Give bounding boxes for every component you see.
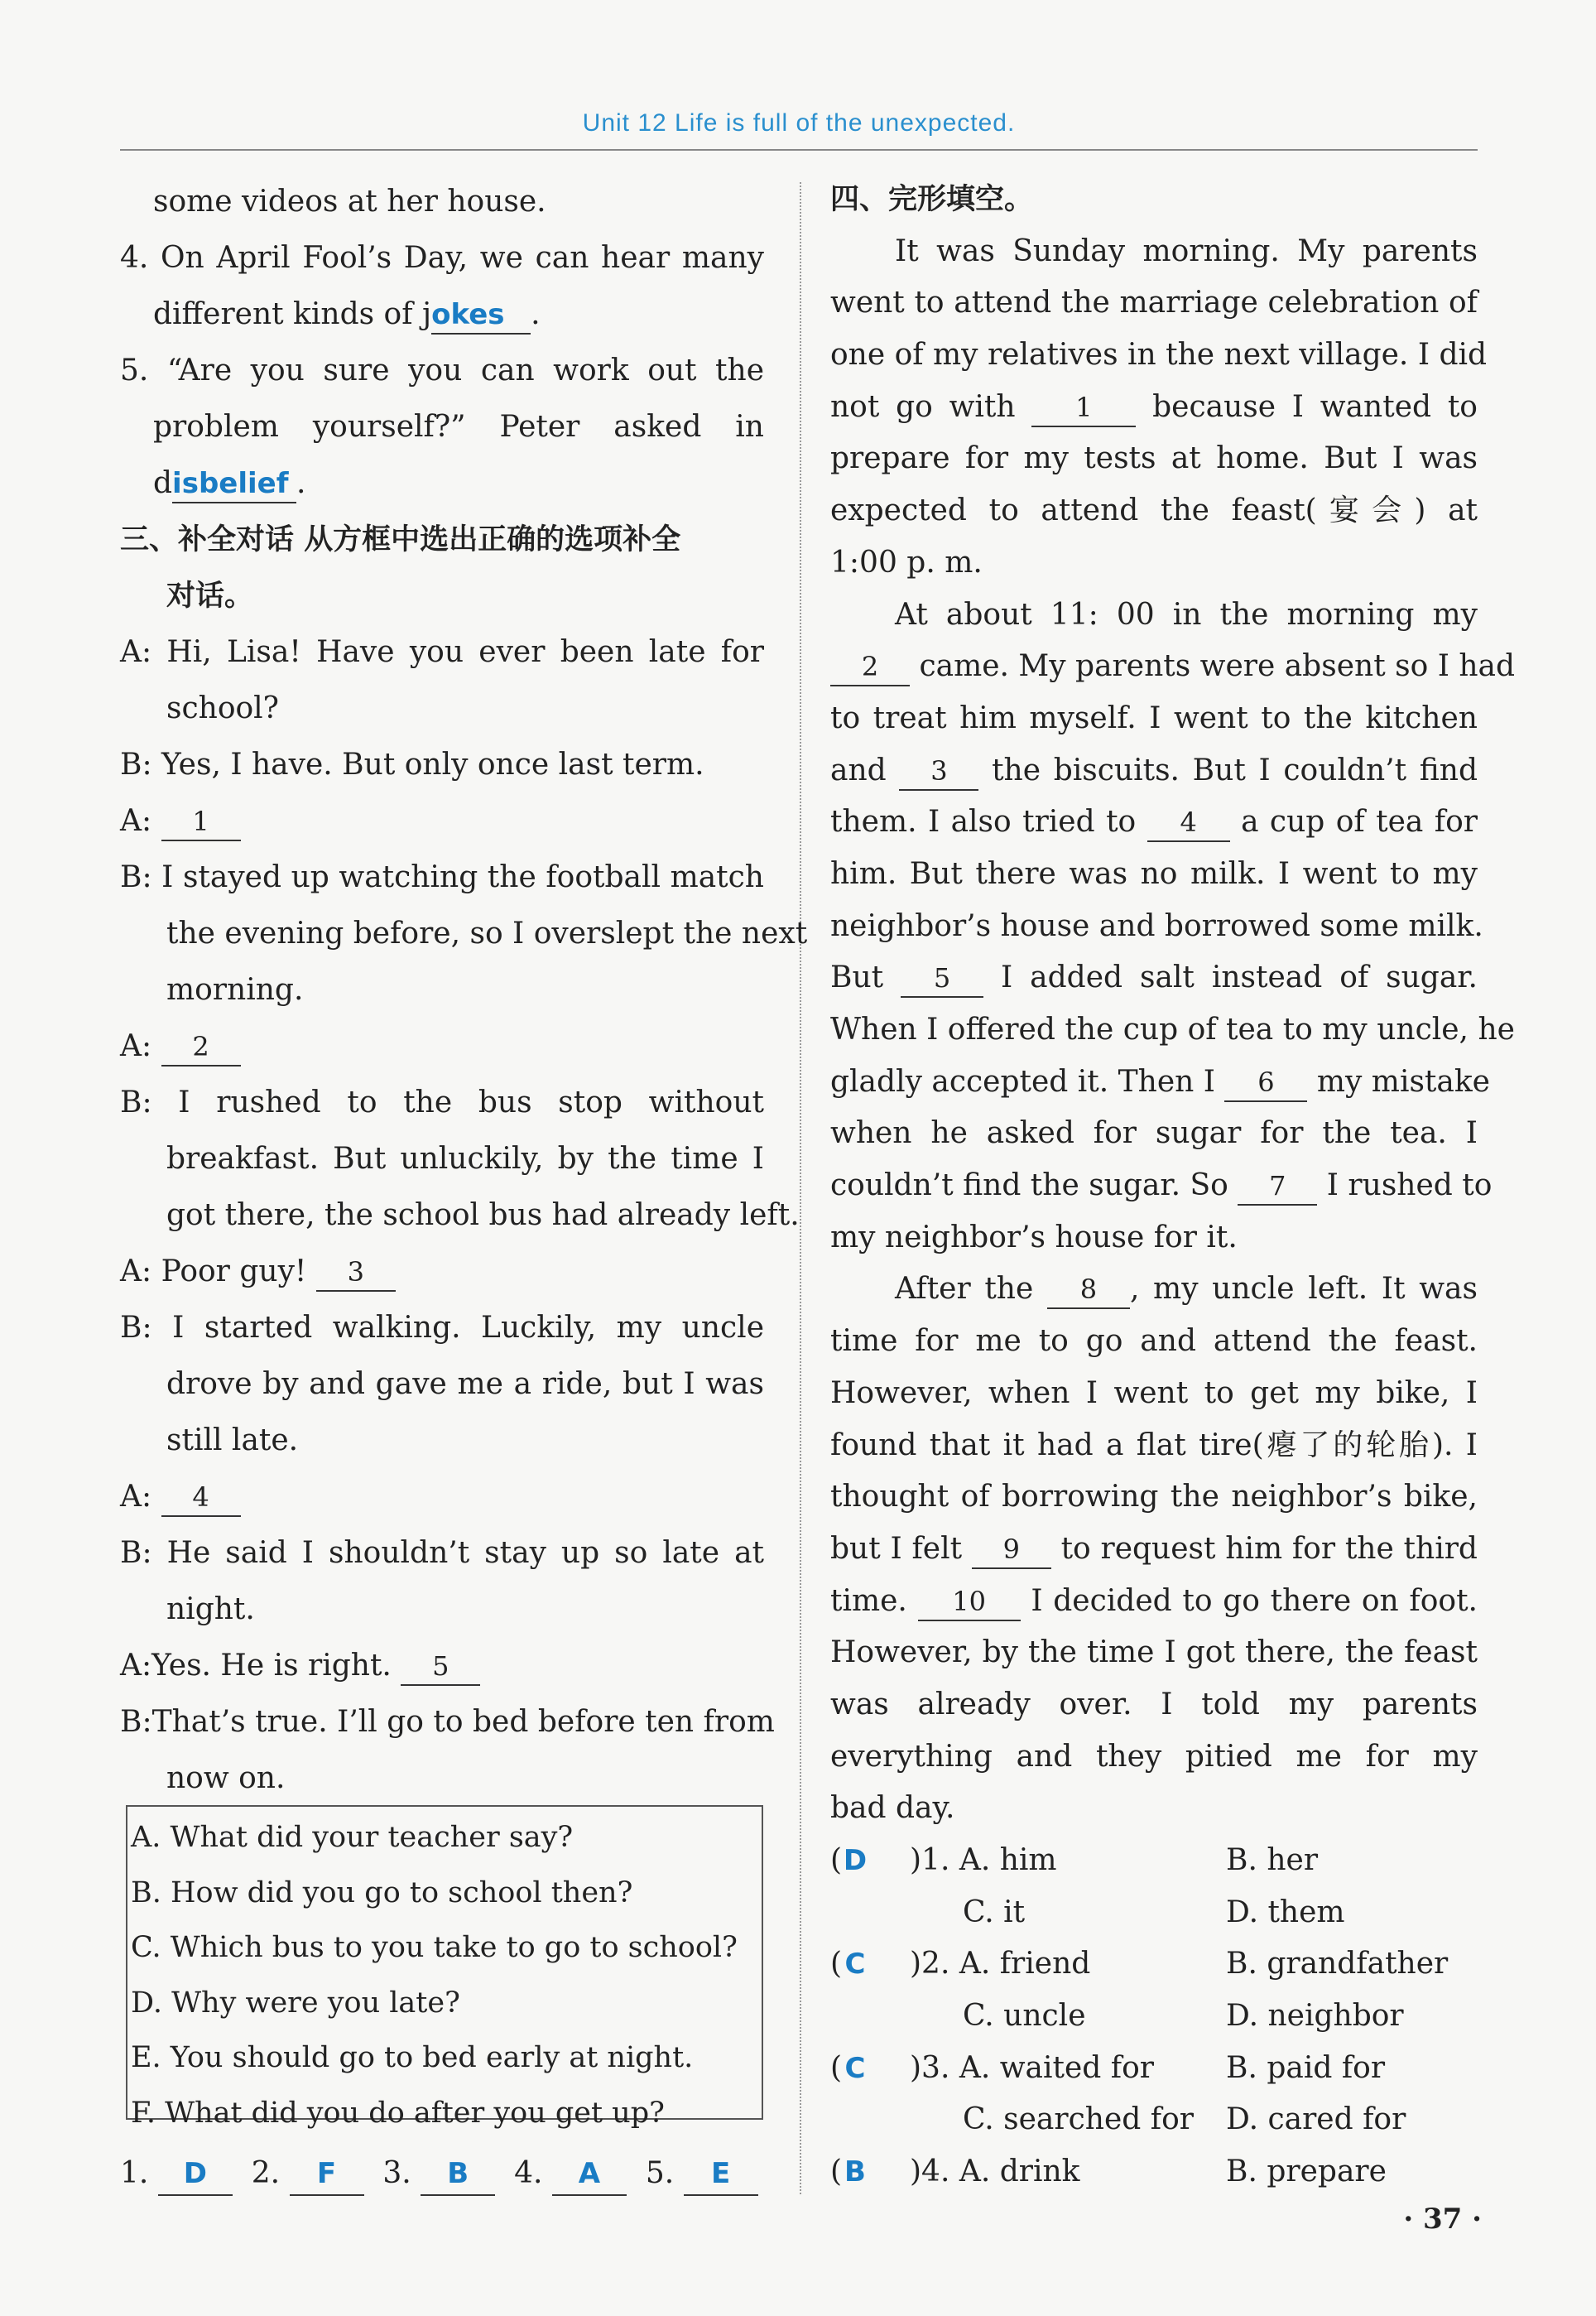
header-rule (120, 149, 1478, 151)
question-5: 5. “Are you sure you can work out the (120, 354, 764, 388)
dialog-line: drove by and gave me a ride, but I was (166, 1367, 764, 1401)
passage-text: , my uncle left. It was (1129, 1272, 1478, 1307)
question-5-line3: disbelief . (120, 455, 764, 512)
passage-line: time for me to go and attend the feast. (830, 1324, 1478, 1359)
dialog-line (120, 1638, 764, 1694)
passage-text: But (830, 961, 884, 995)
answer-blank-5[interactable] (684, 2153, 758, 2196)
passage-line (830, 797, 1478, 849)
dialog-line: the evening before, so I overslept the next (166, 917, 808, 951)
choice-answer-3[interactable]: C (844, 2051, 866, 2085)
paren: ( (830, 2050, 843, 2085)
option-d: D. Why were you late? (131, 1986, 460, 2020)
passage-text: I rushed to (1326, 1168, 1493, 1203)
passage-line: was already over. I told my parents (830, 1687, 1478, 1721)
passage-line (830, 1160, 1493, 1212)
passage-line: expected to attend the feast(宴会) at (830, 494, 1478, 528)
passage-text: I added salt instead of sugar. (1000, 961, 1478, 995)
passage-text: time. (830, 1583, 907, 1618)
passage-text: my mistake (1316, 1064, 1490, 1099)
answer-value: E (711, 2157, 731, 2190)
cloze-blank-3[interactable]: 3 (899, 753, 978, 791)
cloze-blank-9[interactable]: 9 (972, 1531, 1051, 1569)
passage-text: couldn’t find the sugar. So (830, 1168, 1228, 1203)
passage-text: because I wanted to (1152, 389, 1478, 424)
cloze-blank-5[interactable]: 5 (901, 960, 983, 998)
passage-line (830, 1524, 1478, 1576)
choice-answer-4[interactable]: B (844, 2155, 866, 2189)
choice-3-cd (830, 2094, 1478, 2146)
answer-number: 4. (514, 2156, 543, 2190)
speaker-a: A: (120, 804, 152, 838)
option-e: E. You should go to bed early at night. (131, 2041, 694, 2074)
choice-2 (830, 1938, 1478, 1991)
question-5-line2: problem yourself?” Peter asked in (153, 410, 764, 444)
passage-text: to request him for the third (1060, 1531, 1478, 1566)
answer-blank-3[interactable] (421, 2153, 495, 2196)
answer-value: F (316, 2157, 337, 2190)
option-c: C. Which bus to you take to go to school? (131, 1931, 738, 1964)
q5-answer: isbelief (172, 467, 289, 500)
cloze-blank-8[interactable]: 8 (1047, 1271, 1130, 1309)
section-3-heading: 三、补全对话 从方框中选出正确的选项补全 (120, 523, 681, 556)
choice-option-a: )3. A. waited for (910, 2050, 1154, 2085)
choice-option-a: )4. A. drink (910, 2155, 1080, 2189)
q4-answer-blank[interactable] (431, 296, 531, 335)
paren: ( (830, 1947, 843, 1981)
choice-option-d: D. cared for (1226, 2102, 1406, 2137)
column-divider (800, 182, 801, 2194)
answer-number: 3. (382, 2156, 411, 2190)
passage-line (830, 1057, 1490, 1109)
dialog-blank-5[interactable]: 5 (401, 1648, 480, 1686)
dialog-text: A:Yes. He is right. (120, 1649, 392, 1683)
left-column (120, 174, 808, 1807)
choice-1 (830, 1835, 1478, 1887)
passage-line: everything and they pitied me for my (830, 1739, 1478, 1774)
passage-text: gladly accepted it. Then I (830, 1064, 1215, 1099)
dialog-line: B: Yes, I have. But only once last term. (120, 748, 704, 782)
dialog-blank-3[interactable]: 3 (316, 1254, 396, 1292)
cloze-blank-10[interactable]: 10 (918, 1583, 1021, 1621)
speaker-a: A: (120, 1029, 152, 1063)
passage-line: went to attend the marriage celebration of (830, 286, 1478, 320)
passage-line: 1:00 p. m. (830, 545, 983, 580)
passage-line: However, by the time I got there, the feast (830, 1635, 1478, 1670)
choice-3 (830, 2043, 1478, 2095)
cloze-blank-6[interactable]: 6 (1224, 1064, 1307, 1102)
dialog-line: school? (166, 691, 279, 725)
choice-option-a: )1. A. him (910, 1843, 1057, 1877)
dialog-line: breakfast. But unluckily, by the time I (166, 1142, 764, 1176)
speaker-a: A: (120, 1480, 152, 1514)
passage-text: came. My parents were absent so I had (919, 649, 1516, 684)
q5-prefix: d (153, 466, 173, 500)
choice-2-cd (830, 1991, 1478, 2043)
passage-text: the biscuits. But I couldn’t find (992, 753, 1478, 787)
choice-option-b: B. prepare (1226, 2155, 1387, 2189)
cloze-blank-1[interactable]: 1 (1031, 389, 1136, 427)
dialog-line (120, 1244, 764, 1300)
dialog-blank-1[interactable]: 1 (161, 803, 241, 841)
passage-line: At about 11: 00 in the morning my (895, 597, 1478, 632)
passage-text: not go with (830, 389, 1016, 424)
option-f: F. What did you do after you get up? (131, 2096, 665, 2130)
dialog-line: A: Hi, Lisa! Have you ever been late for (120, 635, 764, 669)
dialog-line: still late. (166, 1423, 299, 1457)
choice-option-d: D. them (1226, 1895, 1345, 1929)
dialog-text: A: Poor guy! (120, 1254, 307, 1288)
paren: ( (830, 2155, 843, 2189)
dialog-line: now on. (166, 1761, 286, 1795)
dialog-blank-4[interactable]: 4 (161, 1479, 241, 1517)
page-number: · 37 · (1403, 2203, 1482, 2236)
cloze-blank-7[interactable]: 7 (1238, 1168, 1317, 1206)
dialog-line (120, 1018, 764, 1075)
cloze-blank-2[interactable]: 2 (830, 648, 910, 686)
passage-line: thought of borrowing the neighbor’s bike, (830, 1480, 1478, 1514)
passage-line: bad day. (830, 1791, 955, 1826)
text-line: some videos at her house. (153, 185, 546, 219)
passage-line: when he asked for sugar for the tea. I (830, 1116, 1478, 1151)
dialog-line: B: I rushed to the bus stop without (120, 1086, 764, 1119)
passage-line: However, when I went to get my bike, I (830, 1375, 1478, 1410)
choice-answer-1[interactable]: D (843, 1844, 868, 1877)
choice-option-a: )2. A. friend (910, 1947, 1091, 1981)
passage-line: When I offered the cup of tea to my uncle, he (830, 1013, 1515, 1047)
answer-value: D (183, 2157, 207, 2190)
dialog-line: B: I stayed up watching the football match (120, 860, 764, 894)
passage-line (830, 952, 1478, 1004)
passage-text: I decided to go there on foot. (1031, 1583, 1478, 1618)
answer-number: 5. (645, 2156, 675, 2190)
choice-4 (830, 2146, 1478, 2198)
answer-number: 1. (120, 2156, 149, 2190)
answer-row (120, 2145, 766, 2203)
passage-line: one of my relatives in the next village. I did (830, 338, 1488, 373)
q4-answer: okes (431, 298, 505, 331)
choice-option-b: B. grandfather (1226, 1947, 1449, 1981)
dialog-line: B:That’s true. I’ll go to bed before ten from (120, 1705, 775, 1739)
choice-option-c: C. it (963, 1895, 1026, 1929)
passage-text: After the (895, 1272, 1034, 1307)
dialog-line: got there, the school bus had already left. (166, 1198, 800, 1232)
answer-blank-1[interactable] (158, 2153, 233, 2196)
passage-line: him. But there was no milk. I went to my (830, 856, 1478, 891)
answer-blank-4[interactable] (552, 2153, 627, 2196)
option-a: A. What did your teacher say? (131, 1821, 574, 1854)
passage-line: neighbor’s house and borrowed some milk. (830, 908, 1483, 943)
choice-answer-2[interactable]: C (844, 1948, 866, 1981)
passage-text: but I felt (830, 1531, 963, 1566)
choice-option-c: C. searched for (963, 2102, 1194, 2137)
dialog-line: B: He said I shouldn’t stay up so late at (120, 1536, 764, 1570)
dialog-blank-2[interactable]: 2 (161, 1028, 241, 1067)
answer-blank-2[interactable] (290, 2153, 364, 2196)
options-box (126, 1805, 763, 2130)
question-4: 4. On April Fool’s Day, we can hear many (120, 241, 764, 275)
section-4-heading: 四、完形填空。 (830, 183, 1034, 216)
choice-option-b: B. paid for (1226, 2050, 1386, 2085)
section-3-heading-cont: 对话。 (166, 580, 254, 613)
dialog-line: B: I started walking. Luckily, my uncle (120, 1311, 764, 1345)
q4-prefix: different kinds of j (153, 297, 432, 331)
passage-line (830, 745, 1478, 797)
choice-option-c: C. uncle (963, 1999, 1086, 2034)
right-column (830, 174, 1516, 2198)
option-b: B. How did you go to school then? (131, 1875, 633, 1909)
q5-answer-blank[interactable] (172, 465, 296, 503)
passage-line (830, 1576, 1478, 1628)
passage-line: my neighbor’s house for it. (830, 1220, 1238, 1254)
answer-value: B (447, 2157, 469, 2190)
passage-line: found that it had a flat tire(瘪了的轮胎). I (830, 1428, 1478, 1462)
dialog-line (120, 1469, 764, 1525)
choice-option-b: B. her (1226, 1843, 1319, 1877)
answer-value: A (578, 2157, 601, 2190)
page-header: Unit 12 Life is full of the unexpected. (582, 109, 1016, 137)
passage-text: them. I also tried to (830, 805, 1137, 840)
passage-line: It was Sunday morning. My parents (895, 234, 1478, 268)
paren: ( (830, 1843, 843, 1877)
question-4-line2: different kinds of jokes . (120, 286, 764, 343)
dialog-line: night. (166, 1592, 255, 1626)
dialog-line (120, 793, 764, 850)
answer-number: 2. (251, 2156, 281, 2190)
dialog-line: morning. (166, 973, 304, 1007)
choice-option-d: D. neighbor (1226, 1999, 1404, 2034)
passage-line: prepare for my tests at home. But I was (830, 441, 1478, 476)
passage-line (830, 382, 1478, 434)
passage-line (830, 641, 1516, 693)
passage-text: and (830, 753, 887, 787)
passage-line: to treat him myself. I went to the kitchen (830, 701, 1478, 735)
choice-1-cd (830, 1887, 1478, 1939)
cloze-blank-4[interactable]: 4 (1147, 804, 1230, 842)
passage-text: a cup of tea for (1241, 805, 1478, 840)
passage-line (830, 1264, 1478, 1316)
